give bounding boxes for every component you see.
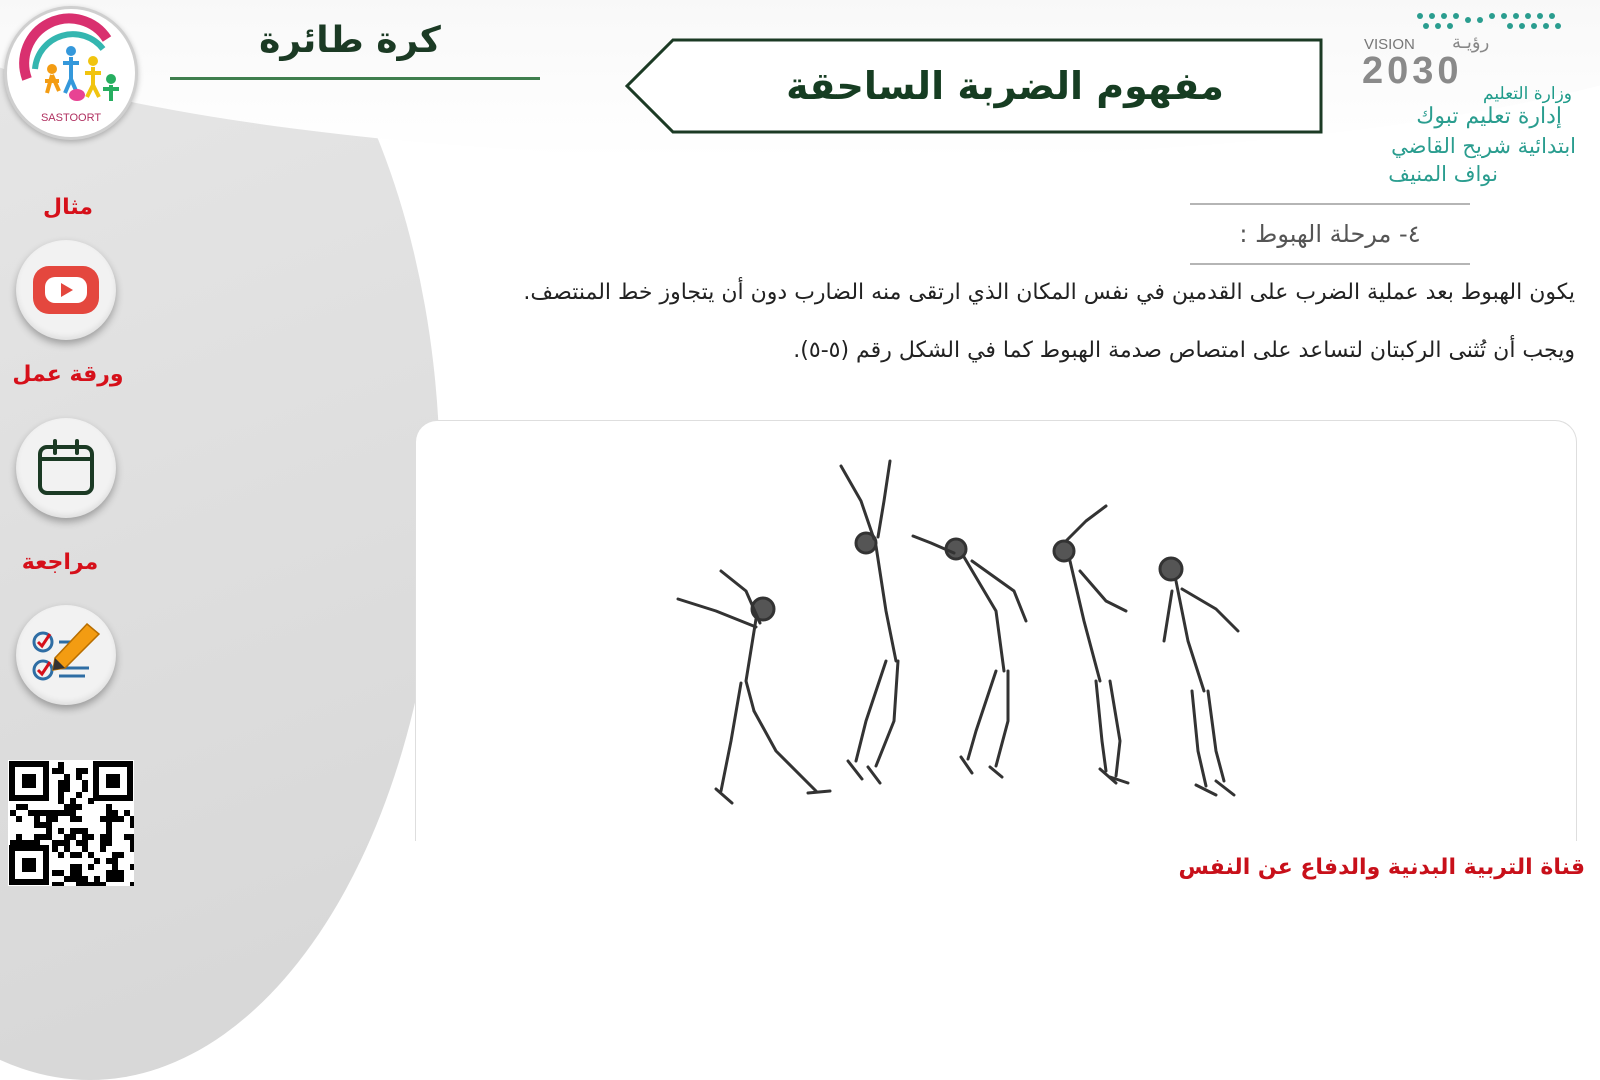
- paragraph-landing: يكون الهبوط بعد عملية الضرب على القدمين في نفس المكان الذي ارتقى منه الضارب دون أن يتجاوز خط المنتصف.: [523, 280, 1575, 305]
- section-heading: ٤- مرحلة الهبوط :: [1190, 203, 1470, 265]
- worksheet-button[interactable]: [16, 418, 116, 518]
- review-button[interactable]: [16, 605, 116, 705]
- title-banner: [625, 38, 1325, 134]
- background-swoosh: [0, 0, 440, 1080]
- qr-code-icon: [8, 760, 134, 886]
- page-title: مفهوم الضربة الساحقة: [786, 64, 1224, 108]
- channel-footer: قناة التربية البدنية والدفاع عن النفس: [1178, 855, 1585, 880]
- player-figure-2: [841, 461, 898, 783]
- subject-underline: [170, 77, 540, 80]
- player-figure-4: [1054, 506, 1128, 783]
- logo: [4, 6, 138, 140]
- menu-label-worksheet: ورقة عمل: [12, 362, 124, 387]
- youtube-icon: [31, 264, 101, 316]
- ministry-name: وزارة التعليم: [1483, 84, 1572, 104]
- menu-label-example: مثال: [43, 195, 93, 220]
- paragraph-knees: ويجب أن تُثنى الركبتان لتساعد على امتصاص صدمة الهبوط كما في الشكل رقم (٥-٥).: [793, 338, 1575, 363]
- calendar-icon: [35, 437, 97, 499]
- menu-label-review: مراجعة: [21, 550, 99, 575]
- logo-text: SASTOORT: [40, 112, 102, 124]
- player-figure-3: [913, 536, 1026, 777]
- logo-icon: [7, 9, 135, 137]
- ministry-logo: [1340, 6, 1590, 186]
- example-button[interactable]: [16, 240, 116, 340]
- spike-landing-illustration: [416, 421, 1576, 841]
- vision-arabic-label: رؤيـة: [1452, 32, 1490, 53]
- admin-name: إدارة تعليم تبوك: [1416, 104, 1562, 129]
- subject-title: كرة طائرة: [259, 20, 441, 61]
- vision-year: 2030: [1362, 50, 1463, 92]
- school-name: ابتدائية شريح القاضي: [1391, 134, 1576, 158]
- player-figure-5: [1160, 558, 1238, 795]
- player-figure-1: [678, 571, 830, 803]
- landing-figure: [415, 420, 1577, 841]
- checklist-pencil-icon: [29, 620, 103, 690]
- vision-label: VISION: [1364, 36, 1415, 53]
- teacher-name: نواف المنيف: [1388, 162, 1498, 186]
- qr-code: [8, 760, 134, 886]
